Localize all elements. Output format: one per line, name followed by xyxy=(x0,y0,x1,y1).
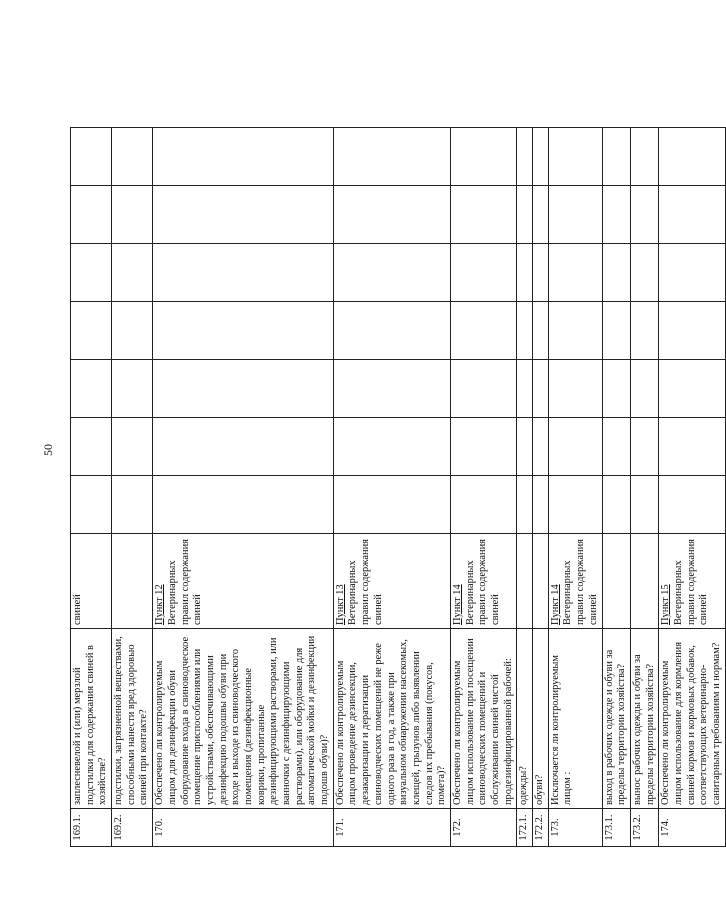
reference-link[interactable]: Пункт 14 xyxy=(451,584,463,625)
question-text: обуви? xyxy=(533,629,549,809)
row-number: 173.2. xyxy=(630,809,658,847)
answer-cell[interactable] xyxy=(71,128,112,186)
answer-cell[interactable] xyxy=(153,186,334,244)
answer-cell[interactable] xyxy=(450,360,516,418)
table-row xyxy=(112,0,153,847)
answer-cell[interactable] xyxy=(659,360,725,418)
row-number: 169.2. xyxy=(112,809,153,847)
answer-cell[interactable] xyxy=(602,418,630,476)
answer-cell[interactable] xyxy=(517,302,533,360)
answer-cell[interactable] xyxy=(450,418,516,476)
table-row xyxy=(630,0,658,847)
answer-cell[interactable] xyxy=(333,128,450,186)
answer-cell[interactable] xyxy=(630,476,658,534)
answer-cell[interactable] xyxy=(450,244,516,302)
answer-cell[interactable] xyxy=(112,476,153,534)
reference-link[interactable]: Пункт 12 xyxy=(154,584,166,625)
answer-cell[interactable] xyxy=(112,128,153,186)
answer-cell[interactable] xyxy=(548,186,602,244)
question-text: подстилки, загрязненной веществами, способными нанести вред здоровью свиней при контакте? xyxy=(112,629,153,809)
row-number: 174. xyxy=(659,809,725,847)
reference-link[interactable]: Пункт 14 xyxy=(549,584,561,625)
answer-cell[interactable] xyxy=(517,418,533,476)
table-row xyxy=(450,0,516,847)
reference-text: Ветеринарных правил содержания свиней xyxy=(464,539,501,625)
table-row xyxy=(659,0,725,847)
question-text: Обеспечено ли контролируемым лицом проведение дезинсекции, дезакаризации и дератизации свиноводческих помещений не реже одного раза в год, а также при визуальном обнаружении насекомых, клещей, грызунов либо выявлении следов их пребывания (покусов, помета)? xyxy=(333,629,450,809)
row-number: 173. xyxy=(548,809,602,847)
row-number: 172.2. xyxy=(533,809,549,847)
answer-cell[interactable] xyxy=(533,244,549,302)
answer-cell[interactable] xyxy=(153,244,334,302)
legal-reference xyxy=(548,534,602,629)
reference-text: Ветеринарных правил содержания свиней xyxy=(672,539,710,625)
answer-cell[interactable] xyxy=(659,186,725,244)
answer-cell[interactable] xyxy=(602,476,630,534)
legal-reference xyxy=(602,534,630,629)
answer-cell[interactable] xyxy=(659,418,725,476)
answer-cell[interactable] xyxy=(153,418,334,476)
answer-cell[interactable] xyxy=(533,186,549,244)
page-number: 50 xyxy=(40,444,55,456)
answer-cell[interactable] xyxy=(630,186,658,244)
question-text: Обеспечено ли контролируемым лицом использование при посещении свиноводческих помещений и обслуживании свиней чистой продезинфицированной рабочей: xyxy=(450,629,516,809)
answer-cell[interactable] xyxy=(153,302,334,360)
answer-cell[interactable] xyxy=(533,418,549,476)
answer-cell[interactable] xyxy=(450,128,516,186)
answer-cell[interactable] xyxy=(602,244,630,302)
answer-cell[interactable] xyxy=(517,244,533,302)
answer-cell[interactable] xyxy=(517,186,533,244)
table-row xyxy=(533,0,549,847)
answer-cell[interactable] xyxy=(533,128,549,186)
row-number: 172. xyxy=(450,809,516,847)
reference-text: Ветеринарных правил содержания свиней xyxy=(347,539,384,625)
row-number: 170. xyxy=(153,809,334,847)
question-text: вынос рабочих одежды и обуви за пределы территории хозяйства? xyxy=(630,629,658,809)
row-number: 172.1. xyxy=(517,809,533,847)
answer-cell[interactable] xyxy=(71,244,112,302)
answer-cell[interactable] xyxy=(630,360,658,418)
answer-cell[interactable] xyxy=(112,360,153,418)
reference-link[interactable]: Пункт 15 xyxy=(660,584,672,625)
answer-cell[interactable] xyxy=(112,418,153,476)
table-row xyxy=(153,0,334,847)
answer-cell[interactable] xyxy=(153,128,334,186)
table-row xyxy=(71,0,112,847)
answer-cell[interactable] xyxy=(602,128,630,186)
answer-cell[interactable] xyxy=(602,186,630,244)
checklist-table xyxy=(70,0,726,847)
answer-cell[interactable] xyxy=(112,244,153,302)
reference-link[interactable]: Пункт 13 xyxy=(334,584,346,625)
question-text: Обеспечено ли контролируемым лицом использование для кормления свиней кормов и кормовых добавок, соответствующих ветеринарно-санитарным требованиям и нормам? xyxy=(659,629,725,809)
answer-cell[interactable] xyxy=(153,360,334,418)
table-row xyxy=(602,0,630,847)
answer-cell[interactable] xyxy=(533,302,549,360)
answer-cell[interactable] xyxy=(630,418,658,476)
table-row xyxy=(548,0,602,847)
answer-cell[interactable] xyxy=(112,186,153,244)
answer-cell[interactable] xyxy=(153,476,334,534)
legal-reference xyxy=(659,534,725,629)
question-text: одежды? xyxy=(517,629,533,809)
answer-cell[interactable] xyxy=(333,186,450,244)
answer-cell[interactable] xyxy=(630,128,658,186)
row-number: 169.1. xyxy=(71,809,112,847)
answer-cell[interactable] xyxy=(548,244,602,302)
answer-cell[interactable] xyxy=(450,476,516,534)
row-number: 171. xyxy=(333,809,450,847)
legal-reference xyxy=(153,534,334,629)
answer-cell[interactable] xyxy=(533,360,549,418)
legal-reference xyxy=(112,534,153,629)
row-number: 173.1. xyxy=(602,809,630,847)
answer-cell[interactable] xyxy=(548,418,602,476)
answer-cell[interactable] xyxy=(630,302,658,360)
legal-reference xyxy=(450,534,516,629)
answer-cell[interactable] xyxy=(602,302,630,360)
answer-cell[interactable] xyxy=(71,476,112,534)
legal-reference xyxy=(533,534,549,629)
reference-text: Ветеринарных правил содержания свиней xyxy=(562,539,599,625)
question-text: Обеспечено ли контролируемым лицом для дезинфекции обуви оборудование входа в свиноводческое помещение приспособлениями или устройствами, обеспечивающими дезинфекцию подошвы обуви при входе и выходе из свиноводческого помещения (дезинфекционные коврики, пропитанные дезинфицирующими растворами, или ванночки с дезинфицирующими растворами), или оборудование для автоматической мойки и дезинфекции подошв обуви)? xyxy=(153,629,334,809)
answer-cell[interactable] xyxy=(659,128,725,186)
answer-cell[interactable] xyxy=(333,476,450,534)
question-text: выход в рабочих одежде и обуви за пределы территории хозяйства? xyxy=(602,629,630,809)
answer-cell[interactable] xyxy=(450,302,516,360)
legal-reference xyxy=(517,534,533,629)
answer-cell[interactable] xyxy=(333,418,450,476)
answer-cell[interactable] xyxy=(533,476,549,534)
answer-cell[interactable] xyxy=(333,360,450,418)
answer-cell[interactable] xyxy=(659,244,725,302)
checklist-page xyxy=(70,57,722,847)
answer-cell[interactable] xyxy=(450,186,516,244)
reference-text: свиней xyxy=(72,594,83,625)
answer-cell[interactable] xyxy=(112,302,153,360)
answer-cell[interactable] xyxy=(71,360,112,418)
answer-cell[interactable] xyxy=(548,302,602,360)
answer-cell[interactable] xyxy=(517,128,533,186)
reference-text: Ветеринарных правил содержания свиней xyxy=(166,539,204,625)
question-text: заплесневелой и (или) мерзлой подстилки для содержания свиней в хозяйстве? xyxy=(71,629,112,809)
answer-cell[interactable] xyxy=(548,360,602,418)
legal-reference xyxy=(333,534,450,629)
answer-cell[interactable] xyxy=(517,476,533,534)
legal-reference xyxy=(71,534,112,629)
answer-cell[interactable] xyxy=(548,128,602,186)
table-row xyxy=(517,0,533,847)
answer-cell[interactable] xyxy=(630,244,658,302)
question-text: Исключается ли контролируемым лицом : xyxy=(548,629,602,809)
answer-cell[interactable] xyxy=(659,476,725,534)
answer-cell[interactable] xyxy=(659,302,725,360)
legal-reference xyxy=(630,534,658,629)
answer-cell[interactable] xyxy=(71,186,112,244)
answer-cell[interactable] xyxy=(602,360,630,418)
answer-cell[interactable] xyxy=(548,476,602,534)
answer-cell[interactable] xyxy=(333,244,450,302)
answer-cell[interactable] xyxy=(517,360,533,418)
answer-cell[interactable] xyxy=(71,418,112,476)
table-row xyxy=(333,0,450,847)
answer-cell[interactable] xyxy=(333,302,450,360)
answer-cell[interactable] xyxy=(71,302,112,360)
